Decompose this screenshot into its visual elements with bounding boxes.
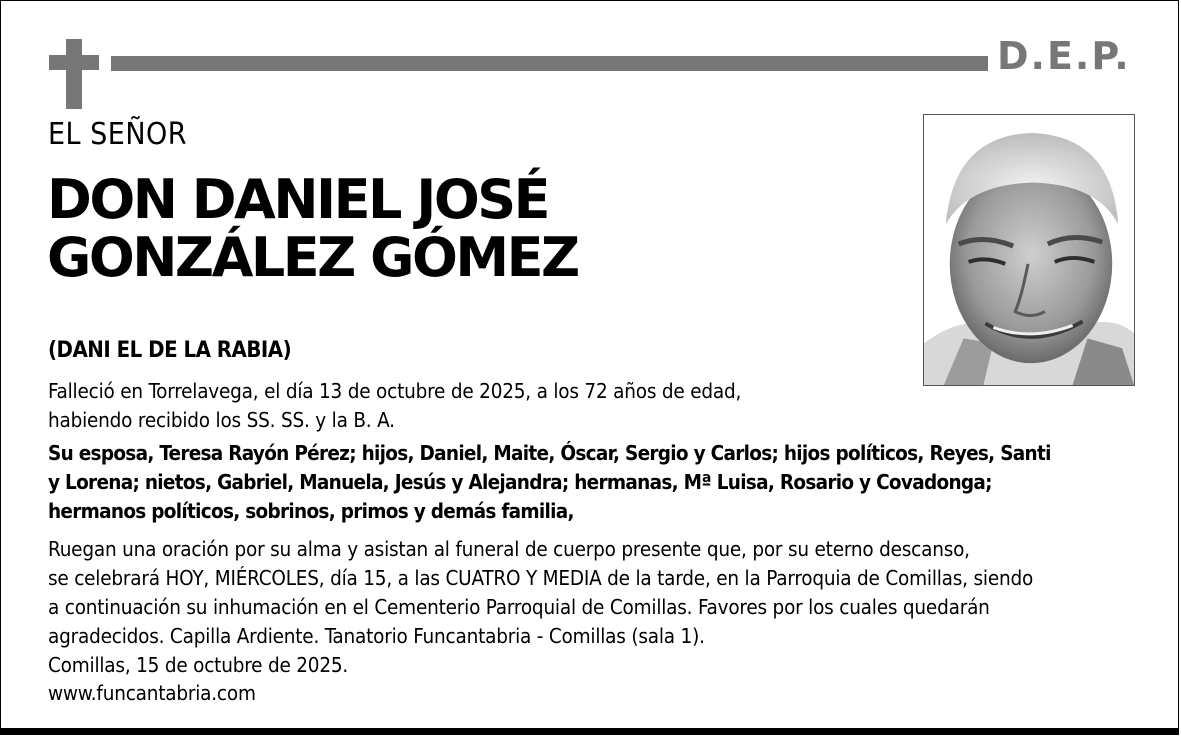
dep-label: D.E.P. [997,34,1131,78]
funeral-line: agradecidos. Capilla Ardiente. Tanatorio Funcantabria - Comillas (sala 1). [48,624,705,648]
funeral-line: Ruegan una oración por su alma y asistan al funeral de cuerpo presente que, por su eterno descanso, [48,537,970,561]
death-notice-line: habiendo recibido los SS. SS. y la B. A. [48,408,395,432]
family-line: hermanos políticos, sobrinos, primos y demás familia, [48,499,574,523]
deceased-name [47,168,867,289]
name-line-2: GONZÁLEZ GÓMEZ [47,226,578,289]
family-line: y Lorena; nietos, Gabriel, Manuela, Jesús y Alejandra; hermanas, Mª Luisa, Rosario y Covadonga; [48,470,992,494]
funeral-line: a continuación su inhumación en el Cementerio Parroquial de Comillas. Favores por los cuales quedarán [48,595,990,619]
header-rule [111,56,988,71]
name-line-1: DON DANIEL JOSÉ [47,168,548,231]
family-list [48,439,1051,526]
signoff [48,651,348,707]
website-link[interactable]: www.funcantabria.com [48,681,256,705]
place-date: Comillas, 15 de octubre de 2025. [48,653,349,677]
honorific: EL SEÑOR [48,117,188,152]
portrait-photo [923,114,1135,386]
bottom-border [1,728,1178,734]
funeral-details [48,535,1033,651]
death-notice-line: Falleció en Torrelavega, el día 13 de octubre de 2025, a los 72 años de edad, [48,379,742,403]
latin-cross-icon [49,39,99,109]
funeral-line: se celebrará HOY, MIÉRCOLES, día 15, a las CUATRO Y MEDIA de la tarde, en la Parroquia de Comillas, siendo [48,566,1034,590]
deceased-alias: (DANI EL DE LA RABIA) [48,338,292,363]
family-line: Su esposa, Teresa Rayón Pérez; hijos, Daniel, Maite, Óscar, Sergio y Carlos; hijos políticos, Reyes, Santi [48,441,1051,465]
death-notice [48,377,741,435]
